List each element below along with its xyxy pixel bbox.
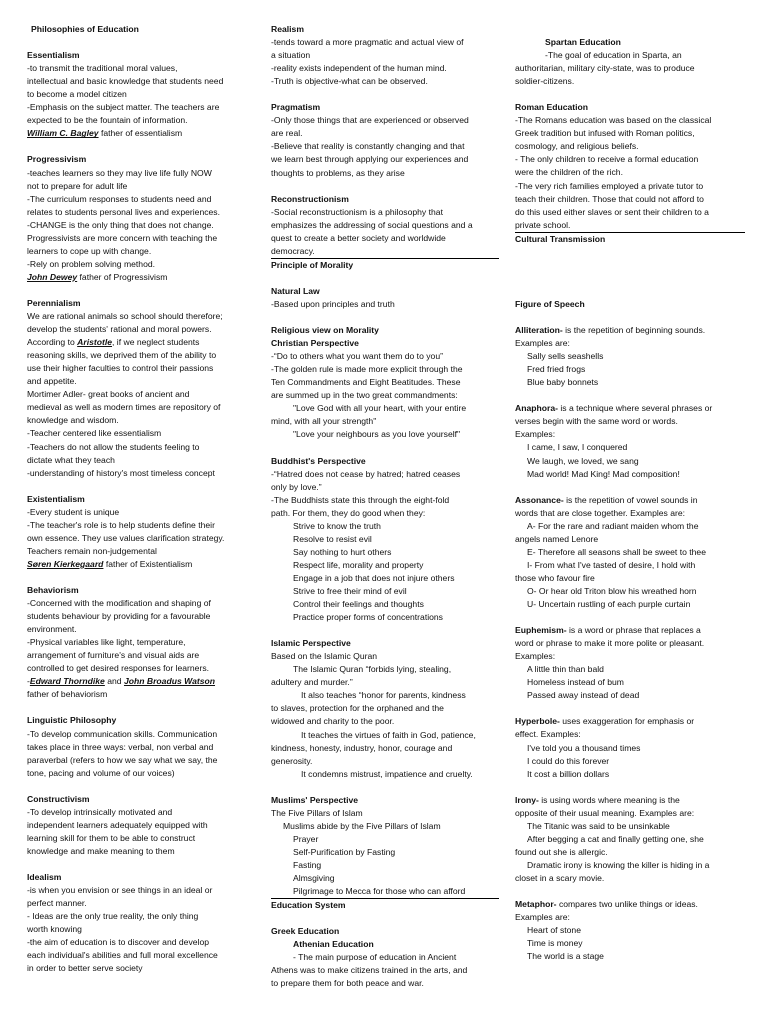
person-name: William C. Bagley: [27, 128, 99, 139]
text-line: -teaches learners so they may live life fully NOW: [27, 167, 212, 178]
term-label: Assonance-: [515, 494, 564, 505]
heading-muslims-perspective: Muslims' Perspective: [271, 794, 359, 805]
text-line: [27, 127, 255, 140]
list-item: Prayer: [293, 833, 319, 844]
heading-idealism: Idealism: [27, 872, 62, 883]
text-line: -To develop communication skills. Communication: [27, 728, 218, 739]
text-line: -is when you envision or see things in an ideal or: [27, 885, 213, 896]
text-line: -“Hatred does not cease by hatred; hatred ceases: [271, 468, 461, 479]
text-line: - The main purpose of education in Ancient: [293, 952, 457, 963]
text-span: , if we neglect students: [112, 337, 200, 348]
text-line: Mortimer Adler- great books of ancient and: [27, 389, 190, 400]
heading-greek-education: Greek Education: [271, 926, 340, 937]
text-span: is the repetition of beginning sounds.: [565, 325, 706, 336]
text-line: quest to create a better society and worldwide: [271, 232, 446, 243]
text-line: knowledge and make meaning to them: [27, 845, 175, 856]
list-item: The Titanic was said to be unsinkable: [527, 820, 670, 831]
text-line: Examples are:: [515, 338, 570, 349]
text-line: a situation: [271, 50, 311, 61]
text-line: [515, 794, 745, 807]
column-right: [515, 36, 745, 963]
text-span: uses exaggeration for emphasis or: [562, 716, 695, 727]
list-item: I came, I saw, I conquered: [527, 442, 628, 453]
heading-constructivism: Constructivism: [27, 793, 90, 804]
text-line: teach their children. Those that could not afford to: [515, 193, 704, 204]
text-line: develop the students' rational and moral powers.: [27, 324, 212, 335]
term-label: Euphemism-: [515, 625, 567, 636]
list-item: Practice proper forms of concentrations: [293, 612, 443, 623]
text-line: [515, 715, 745, 728]
person-name: John Dewey: [27, 271, 78, 282]
text-line: widowed and charity to the poor.: [271, 716, 395, 727]
text-line: It teaches the virtues of faith in God, patience,: [301, 729, 476, 740]
text-line: cosmology, and religious beliefs.: [515, 141, 639, 152]
column-left: [27, 23, 255, 975]
text-line: takes place in three ways: verbal, non verbal and: [27, 741, 214, 752]
text-line: Progressivists are more concern with teaching the: [27, 232, 218, 243]
text-line: words that are close together. Examples are:: [515, 507, 686, 518]
text-line: -Edward Thorndike and John Broadus Watson: [27, 676, 216, 687]
text-line: -Emphasis on the subject matter. The teachers are: [27, 102, 220, 113]
text-line: closet in a scary movie.: [515, 873, 605, 883]
text-line: -Physical variables like light, temperature,: [27, 637, 186, 648]
text-line: It condemns mistrust, impatience and cruelty.: [301, 768, 473, 779]
text-line: do this used either slaves or sent their children to a: [515, 206, 709, 217]
text-line: tone, pacing and volume of our voices): [27, 767, 175, 778]
text-line: found out she is allergic.: [515, 846, 608, 857]
text-line: -The Romans education was based on the classical: [515, 115, 712, 126]
text-line: -Believe that reality is constantly changing and that: [271, 141, 465, 152]
text-line: are summed up in the two great commandments:: [271, 390, 458, 401]
heading-islamic-perspective: Islamic Perspective: [271, 638, 351, 649]
text-line: [515, 324, 745, 337]
list-item: Blue baby bonnets: [527, 377, 599, 388]
text-line: - Ideas are the only true reality, the only thing: [27, 911, 199, 922]
text-line: -The teacher's role is to help students define their: [27, 519, 215, 530]
text-line: -understanding of history's most timeless concept: [27, 467, 215, 478]
list-item: After begging a cat and finally getting one, she: [527, 833, 704, 844]
text-line: [515, 624, 745, 637]
text-line: -The curriculum responses to students need and: [27, 193, 212, 204]
text-line: generosity.: [271, 755, 313, 766]
text-span: father of essentialism: [100, 128, 183, 139]
text-line: each individual's abilities and full moral excellence: [27, 950, 218, 961]
text-line: -CHANGE is the only thing that does not change.: [27, 219, 214, 230]
text-line: angels named Lenore: [515, 533, 599, 544]
text-line: -tends toward a more pragmatic and actual view of: [271, 37, 464, 48]
heading-essentialism: Essentialism: [27, 50, 80, 61]
list-item: Mad world! Mad King! Mad composition!: [527, 468, 680, 479]
text-line: The Five Pillars of Islam: [271, 807, 363, 818]
text-line: to become a model citizen: [27, 89, 127, 100]
text-line: -Truth is objective-what can be observed.: [271, 76, 428, 87]
list-item: Strive to free their mind of evil: [293, 586, 407, 597]
text-line: paraverbal (refers to how we say what we say, the: [27, 754, 218, 765]
heading-linguistic-philosophy: Linguistic Philosophy: [27, 715, 117, 726]
heading-existentialism: Existentialism: [27, 493, 85, 504]
term-label: Alliteration-: [515, 325, 563, 336]
text-line: -Only those things that are experienced or observed: [271, 115, 469, 126]
text-line: perfect manner.: [27, 898, 87, 909]
text-line: authoritarian, military city-state, was to produce: [515, 63, 695, 74]
text-line: [27, 558, 255, 571]
text-line: own essence. They use values clarification strategy.: [27, 532, 225, 543]
text-line: Teachers remain non-judgemental: [27, 545, 157, 556]
list-item: Time is money: [527, 938, 583, 949]
list-item: Heart of stone: [527, 925, 581, 936]
heading-cultural-transmission: Cultural Transmission: [515, 233, 606, 244]
text-line: controlled to get desired responses for learners.: [27, 663, 210, 674]
text-line: word or phrase to make it more polite or pleasant.: [515, 638, 705, 649]
heading-buddhist-perspective: Buddhist's Perspective: [271, 455, 366, 466]
text-line: and appetite.: [27, 376, 77, 387]
text-span: is the repetition of vowel sounds in: [566, 494, 698, 505]
text-line: Examples:: [515, 429, 556, 440]
list-item: Homeless instead of bum: [527, 677, 624, 688]
heading-religious-view: Religious view on Morality: [271, 325, 379, 336]
list-item: It cost a billion dollars: [527, 768, 610, 779]
text-line: -the aim of education is to discover and develop: [27, 937, 210, 948]
text-line: worth knowing: [27, 924, 82, 935]
list-item: E- Therefore all seasons shall be sweet to thee: [527, 546, 706, 557]
heading-spartan-education: Spartan Education: [545, 37, 621, 47]
text-line: - The only children to receive a formal education: [515, 154, 699, 165]
list-item: I- From what I've tasted of desire, I hold with: [527, 559, 696, 570]
list-item: Sally sells seashells: [527, 351, 604, 362]
text-line: -“Do to others what you want them do to you”: [271, 351, 443, 362]
text-line: reasoning skills, we deprived them of the ability to: [27, 350, 217, 361]
heading-progressivism: Progressivism: [27, 154, 87, 165]
text-line: kindness, honesty, industry, honor, courage and: [271, 742, 453, 753]
text-line: Based on the Islamic Quran: [271, 651, 378, 662]
list-item: Almsgiving: [293, 873, 335, 884]
text-line: Ten Commandments and Eight Beatitudes. These: [271, 377, 461, 388]
term-label: Hyperbole-: [515, 716, 560, 727]
heading-principle-of-morality: Principle of Morality: [271, 259, 354, 270]
text-line: -Teacher centered like essentialism: [27, 428, 162, 439]
list-item: U- Uncertain rustling of each purple curtain: [527, 599, 691, 610]
heading-christian-perspective: Christian Perspective: [271, 338, 359, 349]
text-line: path. For them, they do good when they:: [271, 507, 426, 518]
term-label: Anaphora-: [515, 403, 558, 414]
text-line: mind, with all your strength": [271, 416, 377, 427]
heading-reconstructionism: Reconstructionism: [271, 193, 349, 204]
person-name: John Broadus Watson: [123, 676, 216, 687]
list-item: Fred fried frogs: [527, 364, 586, 375]
text-line: Greek tradition but infused with Roman politics,: [515, 128, 695, 139]
text-line: -The very rich families employed a private tutor to: [515, 180, 704, 191]
text-line: those who favour fire: [515, 572, 595, 583]
list-item: I've told you a thousand times: [527, 742, 641, 753]
person-name: Edward Thorndike: [29, 676, 105, 687]
text-line: are real.: [271, 128, 303, 139]
heading-education-system: Education System: [271, 900, 346, 911]
text-line: -Rely on problem solving method.: [27, 258, 156, 269]
text-line: effect. Examples:: [515, 729, 581, 740]
text-span: is a technique where several phrases or: [560, 403, 713, 414]
text-line: opposite of their usual meaning. Examples are:: [515, 807, 695, 818]
list-item: We laugh, we loved, we sang: [527, 455, 639, 466]
text-line: to slaves, protection for the orphaned and the: [271, 703, 444, 714]
text-line: "Love your neighbours as you love yourself": [293, 429, 461, 440]
text-span: is using words where meaning is the: [541, 794, 680, 805]
list-item: Respect life, morality and property: [293, 559, 424, 570]
text-line: intellectual and basic knowledge that students need: [27, 76, 224, 87]
list-item: Pilgrimage to Mecca for those who can afford: [271, 885, 499, 899]
text-span: father of Progressivism: [79, 271, 168, 282]
text-line: Examples are:: [515, 912, 570, 923]
text-line: dictate what they teach: [27, 454, 115, 465]
list-item: Strive to know the truth: [293, 520, 381, 531]
heading-perennialism: Perennialism: [27, 297, 81, 308]
text-span: and: [107, 676, 122, 687]
text-line: knowledge and wisdom.: [27, 415, 119, 426]
list-item: Resolve to resist evil: [293, 533, 372, 544]
text-line: -Concerned with the modification and shaping of: [27, 598, 211, 609]
text-line: verses begin with the same word or words.: [515, 416, 678, 427]
text-line: "Love God with all your heart, with your entire: [293, 403, 467, 414]
list-item: Control their feelings and thoughts: [293, 599, 424, 610]
document-title: Philosophies of Education: [31, 24, 139, 34]
column-middle: [271, 23, 499, 990]
text-line: medieval as well as modern times are repository of: [27, 402, 221, 413]
text-span: father of Existentialism: [105, 558, 193, 569]
list-item: O- Or hear old Triton blow his wreathed horn: [527, 585, 697, 596]
list-item: Engage in a job that does not injure others: [293, 572, 455, 583]
list-item: Passed away instead of dead: [527, 690, 640, 701]
heading-figure-of-speech: Figure of Speech: [515, 298, 585, 309]
text-line: [515, 898, 745, 911]
text-line: emphasizes the addressing of social questions and a: [271, 219, 473, 230]
heading-athenian-education: Athenian Education: [293, 939, 374, 950]
text-line: environment.: [27, 624, 77, 635]
person-name: Søren Kierkegaard: [27, 558, 104, 569]
heading-pragmatism: Pragmatism: [271, 102, 321, 113]
text-line: -Social reconstructionism is a philosophy that: [271, 206, 443, 217]
text-line: father of behaviorism: [27, 689, 108, 700]
text-line: -The golden rule is made more explicit through the: [271, 364, 463, 375]
text-span: According to: [27, 337, 75, 348]
text-line: soldier-citizens.: [515, 76, 575, 87]
list-item: Fasting: [293, 860, 322, 870]
list-item: The world is a stage: [527, 951, 604, 962]
text-line: democracy.: [271, 245, 499, 259]
text-line: Muslims abide by the Five Pillars of Islam: [283, 820, 441, 831]
text-line: -To develop intrinsically motivated and: [27, 806, 173, 817]
text-line: expected to be the fountain of information.: [27, 115, 188, 126]
text-line: -Based upon principles and truth: [271, 298, 395, 309]
text-line: arrangement of furniture's and visual aids are: [27, 650, 200, 661]
text-line: we learn best through applying our experiences and: [271, 154, 469, 165]
text-line: relates to students personal lives and experiences.: [27, 206, 220, 217]
text-line: use their higher faculties to control their passions: [27, 363, 214, 374]
heading-realism: Realism: [271, 24, 304, 34]
text-line: -The Buddhists state this through the eight-fold: [271, 494, 450, 505]
list-item: I could do this forever: [527, 755, 610, 766]
list-item: Say nothing to hurt others: [293, 546, 392, 557]
text-line: independent learners adequately equipped with: [27, 819, 208, 830]
list-item: Self-Purification by Fasting: [293, 846, 396, 857]
text-line: in order to better serve society: [27, 963, 143, 974]
text-line: only by love.”: [271, 481, 322, 492]
text-line: We are rational animals so school should therefore;: [27, 311, 223, 322]
text-line: [27, 271, 255, 284]
text-line: not to prepare for adult life: [27, 180, 128, 191]
text-line: It also teaches “honor for parents, kindness: [301, 690, 466, 701]
text-line: to prepare them for both peace and war.: [271, 978, 424, 989]
text-line: adultery and murder.”: [271, 677, 353, 688]
text-line: [515, 494, 745, 507]
text-line: thoughts to problems, as they arise: [271, 167, 405, 178]
text-line: -Every student is unique: [27, 506, 120, 517]
text-span: compares two unlike things or ideas.: [558, 899, 698, 910]
heading-roman-education: Roman Education: [515, 102, 589, 113]
text-line: Examples:: [515, 651, 556, 662]
term-label: Metaphor-: [515, 899, 557, 910]
text-line: [515, 402, 745, 415]
text-line: -The goal of education in Sparta, an: [545, 50, 682, 61]
term-label: Irony-: [515, 794, 539, 805]
text-line: students behaviour by providing for a favourable: [27, 611, 211, 622]
text-line: -Teachers do not allow the students feeling to: [27, 441, 200, 452]
text-line: learners to cope up with change.: [27, 245, 152, 256]
list-item: A- For the rare and radiant maiden whom the: [527, 520, 699, 531]
heading-behaviorism: Behaviorism: [27, 585, 79, 596]
text-line: -reality exists independent of the human mind.: [271, 63, 447, 74]
heading-natural-law: Natural Law: [271, 285, 320, 296]
text-line: private school.: [515, 219, 745, 233]
list-item: A little thin than bald: [527, 664, 604, 675]
text-line: The Islamic Quran “forbids lying, stealing,: [293, 664, 452, 675]
text-line: -to transmit the traditional moral values,: [27, 63, 178, 74]
text-line: were the children of the rich.: [515, 167, 623, 178]
text-line: learning skill for them to be able to construct: [27, 832, 196, 843]
text-span: is a word or phrase that replaces a: [568, 625, 701, 636]
person-name: Aristotle: [77, 337, 113, 348]
list-item: Dramatic irony is knowing the killer is hiding in a: [527, 859, 710, 870]
text-line: Athens was to make citizens trained in the arts, and: [271, 965, 468, 976]
text-line: [27, 336, 255, 349]
